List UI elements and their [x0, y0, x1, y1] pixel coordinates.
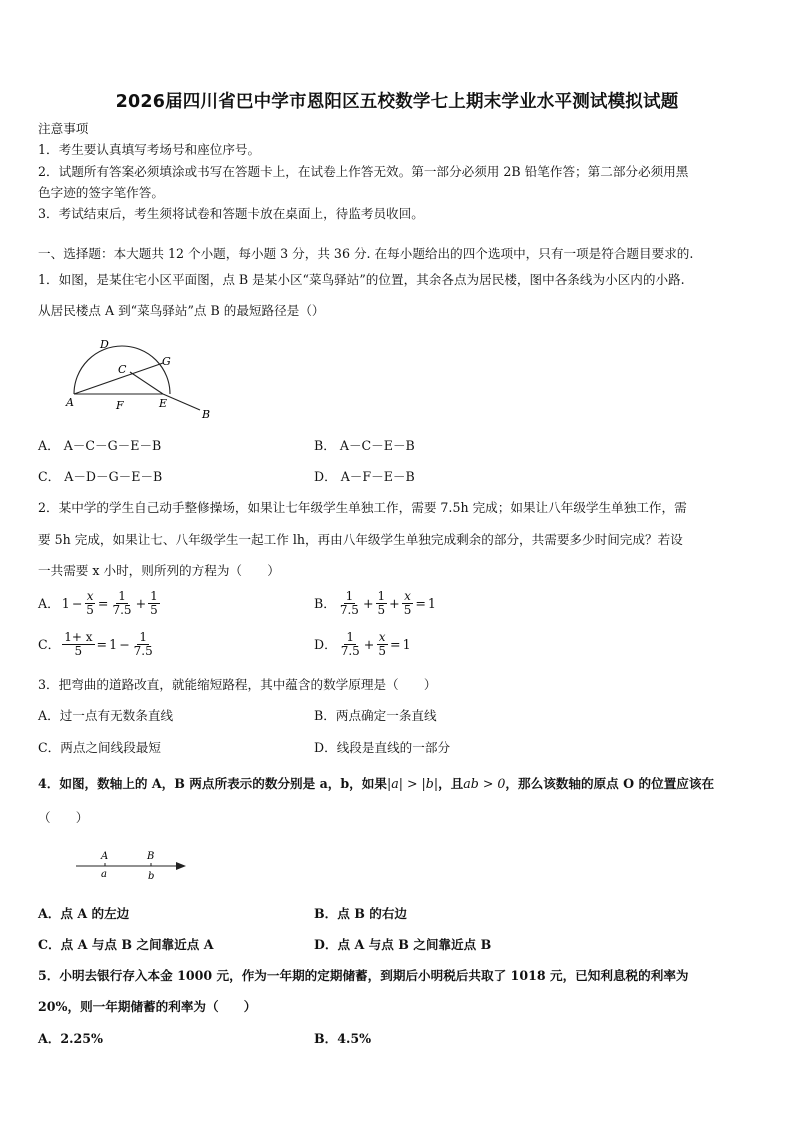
q2d-one: 1: [402, 636, 411, 652]
page-title: 2026届四川省巴中学市恩阳区五校数学七上期末学业水平测试模拟试题: [115, 92, 679, 112]
q2a-frac-x5: $\frac{x}{5}$: [86, 589, 94, 617]
q2a-frac-1-5: $\frac{1}{5}$: [150, 589, 158, 617]
q4-ab-expr: ab > 0: [463, 776, 506, 791]
q1-label-c: C: [118, 363, 127, 376]
q2b-plus-2: +: [389, 595, 400, 611]
q2-option-d-label: D．: [314, 636, 337, 652]
q1-label-e: E: [159, 397, 168, 410]
q2-option-c-label: C．: [38, 636, 61, 652]
q1-option-b[interactable]: B． A－C－E－B: [314, 438, 415, 453]
q2-option-b[interactable]: [314, 590, 436, 617]
q4-option-c[interactable]: C．点 A 与点 B 之间靠近点 A: [38, 937, 214, 952]
q2-option-a[interactable]: [38, 590, 160, 617]
q2a-one: 1: [61, 595, 70, 611]
q2-text-3: 一共需要 x 小时，则所列的方程为（ ）: [38, 563, 280, 578]
q5-option-a[interactable]: A．2.25%: [38, 1031, 104, 1046]
q2c-frac-1-75: $\frac{1}{7.5}$: [133, 630, 153, 658]
q1-option-c[interactable]: C． A－D－G－E－B: [38, 469, 163, 484]
q1-label-g: G: [162, 355, 171, 368]
q1-label-f: F: [116, 399, 124, 412]
q5-text-2: 20%，则一年期储蓄的利率为（ ）: [38, 999, 257, 1014]
q4-option-b[interactable]: B．点 B 的右边: [314, 906, 408, 921]
q4-text-2: （ ）: [38, 810, 89, 825]
q3-text-1: 3．把弯曲的道路改直，就能缩短路程，其中蕴含的数学原理是（ ）: [38, 677, 437, 692]
q2-option-a-label: A．: [38, 595, 60, 611]
q3-option-a[interactable]: A．过一点有无数条直线: [38, 708, 174, 723]
q3-option-c[interactable]: C．两点之间线段最短: [38, 740, 161, 755]
q2b-frac-1-5: $\frac{1}{5}$: [377, 589, 386, 617]
q2-text-2: 要 5h 完成，如果让七、八年级学生一起工作 lh，再由八年级学生单独完成剩余的部分，共需要多少时间完成？若设: [38, 532, 683, 547]
q1-line-eb: [163, 394, 200, 410]
q2d-frac-1-75: $\frac{1}{7.5}$: [340, 630, 360, 658]
notice-item-1: 1．考生要认真填写考场号和座位序号。: [38, 142, 261, 157]
q4-option-a[interactable]: A．点 A 的左边: [38, 906, 130, 921]
q4-label-a: a: [101, 869, 107, 880]
q1-text-1: 1．如图，是某住宅小区平面图，点 B 是某小区“菜鸟驿站”的位置，其余各点为居民楼，图中各条线为小区内的小路.: [38, 272, 685, 287]
q3-option-b[interactable]: B．两点确定一条直线: [314, 708, 437, 723]
q4-arrow-icon: [176, 862, 186, 870]
q2b-eq: =: [415, 595, 426, 611]
q2-option-d[interactable]: [314, 631, 411, 658]
q4-label-b: b: [148, 871, 155, 882]
q2b-frac-x5: $\frac{x}{5}$: [403, 589, 412, 617]
q1-label-a: A: [66, 396, 74, 409]
q2-option-b-label: B．: [314, 595, 336, 611]
q1-option-a[interactable]: A． A－C－G－E－B: [38, 438, 162, 453]
q2c-eq: =: [96, 636, 108, 652]
q1-line-ce: [130, 372, 163, 394]
q4-text-1c: ，那么该数轴的原点 O 的位置应该在: [505, 776, 715, 791]
q2d-frac-x5: $\frac{x}{5}$: [378, 630, 386, 658]
q2c-frac-1x-5: $\frac{1+ x}{5}$: [64, 630, 93, 658]
q4-label-B: B: [147, 851, 155, 862]
q4-text-1a: 4．如图，数轴上的 A，B 两点所表示的数分别是 a，b，如果: [38, 776, 387, 791]
q4-option-d[interactable]: D．点 A 与点 B 之间靠近点 B: [314, 937, 492, 952]
q2d-eq: =: [390, 636, 401, 652]
q4-text-1: [38, 776, 760, 792]
q1-label-b: B: [202, 408, 211, 421]
q1-option-d[interactable]: D． A－F－E－B: [314, 469, 415, 484]
q2a-eq: =: [97, 595, 109, 611]
notice-item-3: 3．考试结束后，考生须将试卷和答题卡放在桌面上，待监考员收回。: [38, 206, 424, 221]
q4-label-A: A: [101, 851, 109, 862]
notice-item-2: 2．试题所有答案必须填涂或书写在答题卡上，在试卷上作答无效。第一部分必须用 2B 铅笔作答；第二部分必须用黑: [38, 164, 689, 179]
q2b-plus-1: +: [362, 595, 374, 611]
q1-label-d: D: [100, 338, 109, 351]
q4-abs-expr: |a| > |b|: [386, 776, 439, 791]
q2-text-1: 2．某中学的学生自己动手整修操场，如果让七年级学生单独工作，需要 7.5h 完成；如果让八年级学生单独工作，需: [38, 500, 687, 515]
q4-text-1b: ，且: [438, 776, 464, 791]
q2d-plus: +: [363, 636, 375, 652]
q4-number-line: [70, 846, 194, 884]
q2-option-c[interactable]: [38, 631, 155, 658]
q2c-minus: −: [119, 636, 130, 652]
q2a-plus: +: [135, 595, 147, 611]
q2b-one: 1: [427, 595, 436, 611]
q1-figure: [56, 332, 226, 422]
q2a-frac-1-75: $\frac{1}{7.5}$: [112, 589, 132, 617]
q2b-frac-1-75: $\frac{1}{7.5}$: [339, 589, 359, 617]
q2a-minus: −: [71, 595, 83, 611]
section-heading: 一、选择题：本大题共 12 个小题，每小题 3 分，共 36 分. 在每小题给出的四个选项中，只有一项是符合题目要求的.: [38, 246, 694, 261]
q5-option-b[interactable]: B．4.5%: [314, 1031, 372, 1046]
q2c-one: 1: [109, 636, 118, 652]
notice-item-2-cont: 色字迹的签字笔作答。: [38, 185, 164, 200]
notice-heading: 注意事项: [38, 121, 89, 136]
q5-text-1: 5．小明去银行存入本金 1000 元，作为一年期的定期储蓄，到期后小明税后共取了 1018 元，已知利息税的利率为: [38, 968, 689, 983]
q1-text-2: 从居民楼点 A 到“菜鸟驿站”点 B 的最短路径是（）: [38, 303, 325, 318]
q3-option-d[interactable]: D．线段是直线的一部分: [314, 740, 451, 755]
